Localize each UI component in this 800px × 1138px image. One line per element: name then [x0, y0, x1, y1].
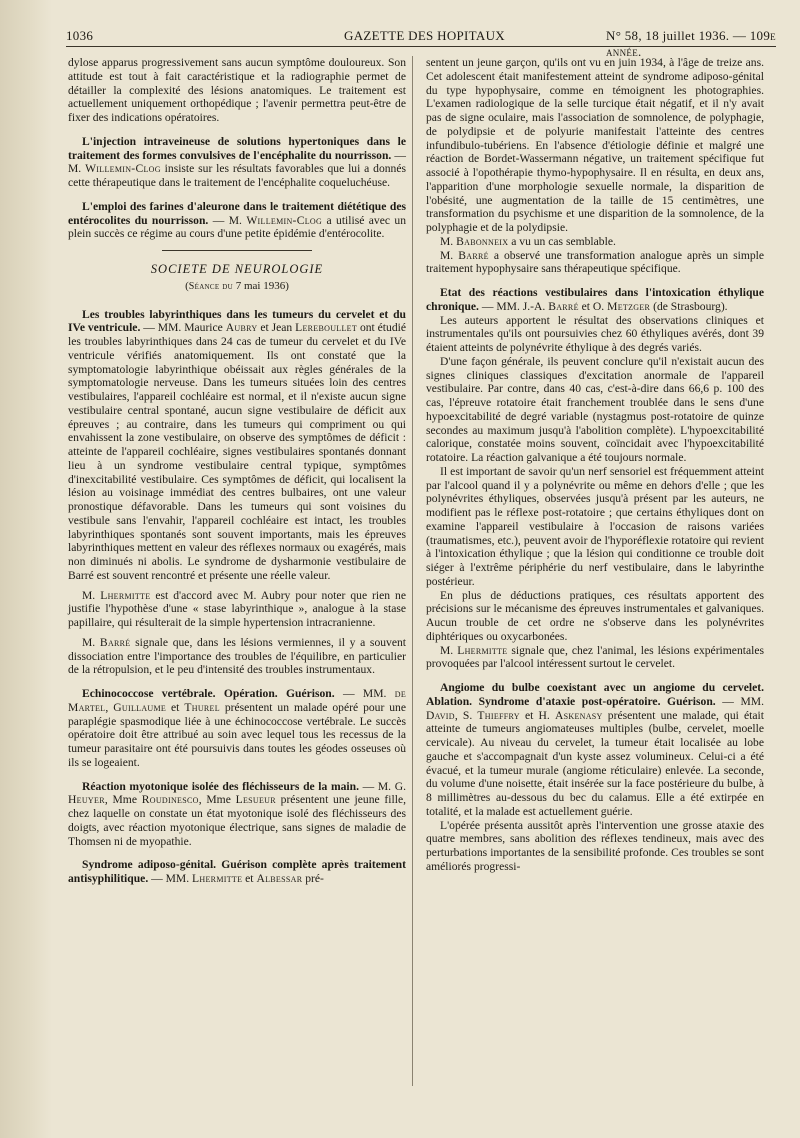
paragraph: M. Barré a observé une transformation analogue après un simple traitement hypophysaire sans thérapeutique spécifique.	[426, 248, 764, 276]
author-name: David	[426, 708, 455, 722]
article-title: Echinococcose vertébrale. Opération. Guérison.	[82, 687, 335, 700]
author-name: Metzger	[607, 299, 651, 313]
paragraph: En plus de déductions pratiques, ces résultats apportent des précisions sur le mécanisme des épreuves instrumentales et galvaniques. Aucun trouble de cet ordre ne s'observe dans les polynévrites diphtériques ou oxycarbonées.	[426, 588, 764, 643]
author-name: Barré	[99, 635, 131, 649]
paragraph: dylose apparus progressivement sans aucun symptôme douloureux. Son attitude est tout à fait caractéristique et la radiographie permet de détailler la complexité des lésions anatomiques. Le traitement est actuellement uniquement orthopédique ; l'avenir permettra peut-être de fixer des indications opératoires.	[68, 56, 406, 124]
article-hypertonic-injection: L'injection intraveineuse de solutions hypertoniques dans le traitement des formes convulsives de l'encéphalite du nourrisson. — M. Willemin-Clog insiste sur les résultats favorables que lui a donnés cette thérapeutique dans le traitement de l'encéphalite coqueluchéuse.	[68, 134, 407, 189]
article-title: Etat des réactions vestibulaires dans l'intoxication éthylique chronique.	[426, 286, 764, 313]
column-divider	[412, 56, 413, 1086]
journal-title: GAZETTE DES HOPITAUX	[344, 28, 505, 43]
author-name: Willemin-Clog	[85, 162, 161, 176]
page-number: 1036	[66, 28, 94, 43]
author-name: Barré	[548, 299, 579, 313]
article-title: Les troubles labyrinthiques dans les tumeurs du cervelet et du IVe ventricule.	[68, 307, 406, 335]
issue-date: N° 58, 18 juillet 1936. —	[606, 28, 747, 43]
article-vestibular-reactions: Etat des réactions vestibulaires dans l'intoxication éthylique chronique. — MM. J.-A. Barré et O. Metzger (de Strasbourg).	[426, 286, 764, 313]
author-name: Guillaume	[113, 700, 167, 714]
paragraph: M. Lhermitte signale que, chez l'animal, les lésions expérimentales provoquées par l'alcool intéressent surtout le cervelet.	[426, 643, 764, 671]
paragraph: Il est important de savoir qu'un nerf sensoriel est fréquemment atteint par l'alcool quand il y a polynévrite ou même en dehors d'elle ; que les polynévrites éthyliques, observées jusqu'à présent par les auteurs, ne modifient pas le réflexe post-rotatoire ; que certains éthyliques dont on examine l'appareil vestibulaire à l'occasion de raisons variées (traumatismes, etc.), peuvent avoir de l'hyporéflexie rotatoire qui revient à l'intoxication éthylique ; que la lésion qui conditionne ce trouble doit siéger à l'extrême périphérie du nerf vestibulaire, dans le labyrinthe postérieur.	[426, 464, 764, 588]
author-name: Askenasy	[554, 708, 603, 722]
author-name: Lhermitte	[192, 872, 243, 885]
session-date: (Séance du 7 mai 1936)	[185, 279, 289, 292]
society-heading: SOCIETE DE NEUROLOGIE	[150, 262, 324, 276]
author-name: Willemin-Clog	[246, 213, 323, 227]
left-column	[68, 56, 406, 886]
author-name: Heuyer	[68, 793, 105, 807]
author-name: Lereboullet	[295, 321, 358, 335]
article-title: L'emploi des farines d'aleurone dans le traitement diététique des entérocolites du nourrisson.	[68, 199, 406, 227]
running-header	[66, 22, 776, 59]
author-name: Albessar	[256, 872, 303, 885]
author-name: Thieffry	[477, 708, 520, 722]
paragraph: M. Lhermitte est d'accord avec M. Aubry pour noter que rien ne justifie l'hypothèse d'une « stase labyrinthique », analogue à la stase papillaire, qui résulterait de la simple hypertension intracranienne.	[68, 588, 406, 629]
article-title: L'injection intraveineuse de solutions hypertoniques dans le traitement des formes convulsives de l'encéphalite du nourrisson.	[68, 134, 406, 162]
right-column	[426, 56, 764, 874]
article-myotonic-reaction: Réaction myotonique isolée des fléchisseurs de la main. — M. G. Heuyer, Mme Roudinesco, Mme Lesueur présentent une jeune fille, chez laquelle on constate un état myotonique isolé des fléchisseurs des doigts, avec réaction myotonique électrique, sans signes de maladie de Thomsen ni de myopathie.	[68, 779, 406, 848]
article-title: Réaction myotonique isolée des fléchisseurs de la main.	[82, 779, 359, 793]
article-angioma-bulb: Angiome du bulbe coexistant avec un angiome du cervelet. Ablation. Syndrome d'ataxie post-opératoire. Guérison. — MM. David, S. Thieffry et H. Askenasy présentent une malade, qui était atteinte de tumeurs angiomateuses multiples (bulbe, cervelet, moelle cervicale). Au niveau du cervelet, la tumeur était localisée au lobe gauche et s'accompagnait d'un kyste assez volumineux. Celui-ci a été évacué, et la tumeur murale (angiome réticulaire) enlevée. La seconde, du volume d'une noisette, était insérée sur la face postérieure du bulbe, à 8 millimètres au-dessous du bec du calamus. Elle a été extirpée en totalité, et la malade est actuellement guérie.	[426, 681, 764, 818]
section-rule	[162, 250, 312, 251]
paragraph: M. Babonneix a vu un cas semblable.	[440, 234, 616, 248]
article-title: Syndrome adiposo-génital. Guérison complète après traitement antisyphilitique.	[68, 858, 406, 885]
author-name: Babonneix	[456, 234, 509, 248]
paragraph: D'une façon générale, ils peuvent conclure qu'il n'existait aucun des signes cliniques classiques d'excitation anormale de l'appareil vestibulaire. Par contre, dans 40 cas, c'est-à-dire dans 66,6 p. 100 des cas, l'épreuve rotatoire était franchement troublée dans le sens d'une hypoexcitabilité de degré variable (nystagmus post-rotatoire de quinze secondes au maximum jusqu'à l'abolition complète). L'hypoexcitabilité calorique, constatée moins souvent, coïncidait avec l'hypoexcitabilité rotatoire. La réaction galvanique a été toujours normale.	[426, 354, 764, 464]
author-name: Lesueur	[235, 793, 276, 807]
author-name: Lhermitte	[100, 588, 151, 602]
author-name: Roudinesco	[141, 793, 199, 807]
author-name: Thurel	[184, 700, 220, 714]
paragraph: sentent un jeune garçon, qu'ils ont vu en juin 1934, à l'âge de treize ans. Cet adolescent était manifestement atteint de syndrome adiposo-génital du type hypophysaire, comme en témoignent les photographies. L'examen radiologique de la selle turcique était négatif, et il n'y avait pas de signe oculaire, mais l'association de somnolence, de polyphagie, de polydipsie et de polyurie manifestait l'atteinte des centres infundibulo-tubériens. En l'absence d'étiologie définie et malgré une réaction de Bordet-Wassermann négative, un traitement spécifique fut associé à l'opothérapie thymo-hypophysaire. Il en résulta, en deux ans, l'apparition d'une morphologie sexuelle normale, la disparition de l'obésité, une augmentation de la taille de 15 centimètres, une transformation du psychisme et une disparition de la somnolence, de la polyphagie et de la polydipsie.	[426, 56, 764, 234]
author-name: de Martel	[68, 687, 407, 714]
article-vertebral-echinococcosis: Echinococcose vertébrale. Opération. Guérison. — MM. de Martel, Guillaume et Thurel présentent un malade opéré pour une paraplégie spasmodique liée à une échinococcose vertébrale. Le succès opératoire doit être attribué au soin avec lequel tous les recessus de la tumeur parasitaire ont été poursuivis dans toutes les géodes osseuses où ils se logeaient.	[68, 687, 407, 769]
author-name: Lhermitte	[457, 643, 508, 657]
paragraph: Les auteurs apportent le résultat des observations cliniques et instrumentales qu'ils ont poursuivies chez 60 éthyliques avérés, dont 39 étaient atteints de polynévrite éthylique à des degrés variés.	[426, 313, 764, 354]
article-labyrinthine-troubles: Les troubles labyrinthiques dans les tumeurs du cervelet et du IVe ventricule. — MM. Maurice Aubry et Jean Lereboullet ont étudié les troubles labyrinthiques dans 24 cas de tumeur du cervelet et du IVe ventricule vérifiés anatomiquement. Ils ont constaté que la symptomatologie labyrinthique obéissait aux règles générales de la symptomatologie nerveuse. Dans les tumeurs situées loin des centres vestibulaires, l'appareil cochléaire est normal, et il n'existe aucun signe vestibulaire central spontané, aucun signe vestibulaire de déficit aux épreuves ; au contraire, dans les tumeurs qui compriment ou qui envahissent la zone vestibulaire, on observe des symptômes de déficit : atteinte de l'appareil cochléaire, signes vestibulaires spontanés donnant lieu à un syndrome vestibulaire central typique, symptômes d'inexcitabilité vestibulaire. Ces symptômes de déficit, qui localisent la lésion au voisinage immédiat des centres bulbaires, ont une valeur pronostique défavorable. Dans les tumeurs qui sont voisines du vestibule sans l'envahir, l'appareil cochléaire est intact, les troubles labyrinthiques spontanés sont souvent importants, mais les épreuves labyrinthiques mettent en valeur des réflexes normaux ou exagérés, mais non diminués ni abolis. Le syndrome de dysharmonie vestibulaire de Barré est souvent rencontré et présente une réelle valeur.	[68, 307, 406, 582]
page-edge-shadow	[0, 0, 52, 1138]
article-title: Angiome du bulbe coexistant avec un angiome du cervelet. Ablation. Syndrome d'ataxie post-opératoire. Guérison.	[426, 681, 764, 708]
issue-year: 109e année.	[606, 28, 776, 59]
article-aleurone-flour: L'emploi des farines d'aleurone dans le traitement diététique des entérocolites du nourrisson. — M. Willemin-Clog a utilisé avec un plein succès ce régime au cours d'une petite épidémie d'entérocolite.	[68, 199, 406, 241]
author-name: Aubry	[225, 321, 258, 335]
paragraph: L'opérée présenta aussitôt après l'intervention une grosse ataxie des quatre membres, sans abolition des réflexes tendineux, mais avec des perturbations importantes de la sensibilité profonde. Ces troubles se sont améliorés progressi-	[426, 818, 764, 873]
author-name: Barré	[458, 248, 489, 262]
paragraph: M. Barré signale que, dans les lésions vermiennes, il y a souvent dissociation entre l'importance des troubles de l'équilibre, en particulier de la rétropulsion, et le peu d'intensité des troubles instrumentaux.	[68, 635, 406, 677]
article-adiposo-genital: Syndrome adiposo-génital. Guérison complète après traitement antisyphilitique. — MM. Lhermitte et Albessar pré-	[68, 858, 406, 885]
